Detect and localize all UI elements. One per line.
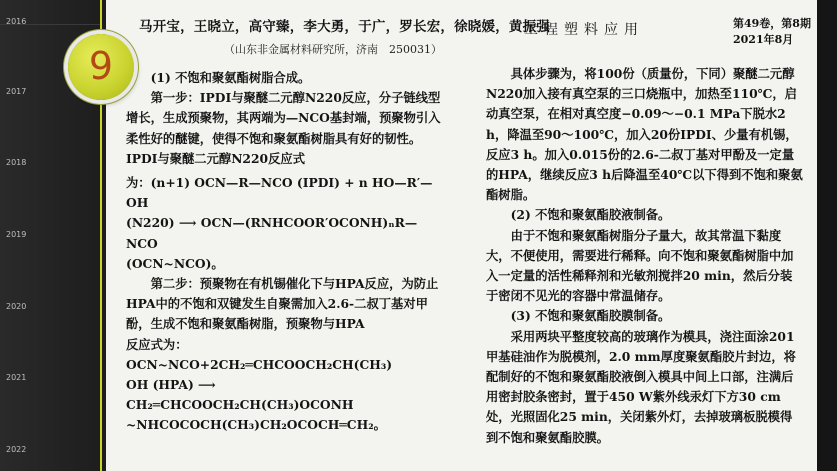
section-heading-2: (2) 不饱和聚氨酯胶液制备。	[510, 207, 671, 223]
equation1-line2: (N220) ⟶ OCN—(RNHCOOR′OCONH)ₙR—NCO	[126, 215, 418, 251]
step1-paragraph: 第一步：IPDI与聚醚二元醇N220反应，分子链线型增长，生成预聚物，其两端为—NCO基封端，预聚物引入柔性好的醚键，使得不饱和聚氨酯树脂具有好的韧性。IPDI与聚醚二元醇N220反应式	[126, 90, 441, 166]
timeline-year-2018[interactable]: 2018	[6, 158, 27, 167]
timeline-year-2019[interactable]: 2019	[6, 230, 27, 239]
volume-issue: 第49卷，第8期	[733, 17, 811, 30]
equation2-line3: ~NHCOCOCH(CH₃)CH₂OCOCH═CH₂。	[126, 417, 386, 433]
volume-info	[733, 16, 811, 48]
slide-number: 9	[88, 44, 114, 88]
timeline-year-2016[interactable]: 2016	[6, 17, 27, 26]
equation1-line1: 为：(n+1) OCN—R—NCO (IPDI) + n HO—R′—OH	[126, 175, 433, 211]
section-heading-3: (3) 不饱和聚氨酯胶膜制备。	[510, 308, 671, 324]
equation2-line1: 反应式为：OCN~NCO+2CH₂═CHCOOCH₂CH(CH₃)	[126, 336, 393, 372]
authors-line: 马开宝，王晓立，高守臻，李大勇，于广，罗长宏，徐晓媛，黄振强	[139, 19, 550, 35]
publication-date: 2021年8月	[733, 32, 794, 46]
procedure-paragraph: 具体步骤为，将100份（质量份，下同）聚醚二元醇N220加入接有真空泵的三口烧瓶中，加热至110℃，启动真空泵，在相对真空度−0.09～−0.1 MPa下脱水2 h，降温至90～100℃，加入20份IPDI、少量有机锡，反应3 h。加入0.015份的2.6-二叔丁基对甲酚及一定量的HPA，继续反应3 h后降温至40℃以下得到不饱和聚氨酯树脂。	[486, 66, 803, 203]
section-heading: (1) 不饱和聚氨酯树脂合成。	[150, 70, 311, 85]
equation1-line3: (OCN~NCO)。	[126, 255, 224, 271]
timeline-year-2020[interactable]: 2020	[6, 302, 27, 311]
equation2-line2: OH (HPA) ⟶ CH₂═CHCOOCH₂CH(CH₃)OCONH	[126, 377, 354, 413]
glue-prep-paragraph: 由于不饱和聚氨酯树脂分子量大，故其常温下黏度大，不便使用，需要进行稀释。向不饱和聚氨酯树脂中加入一定量的活性稀释剂和光敏剂搅拌20 min，然后分装于密闭不见光的容器中常温储存。	[486, 227, 794, 304]
slide-number-badge	[68, 34, 134, 100]
timeline-year-2022[interactable]: 2022	[6, 445, 27, 454]
timeline-year-2017[interactable]: 2017	[6, 87, 27, 96]
journal-title: 工程塑料应用	[524, 22, 644, 38]
left-column	[126, 68, 446, 436]
step2-paragraph: 第二步：预聚物在有机锡催化下与HPA反应，为防止HPA中的不饱和双键发生自聚需加入2.6-二叔丁基对甲酚，生成不饱和聚氨酯树脂，预聚物与HPA	[126, 276, 439, 332]
film-prep-paragraph: 采用两块平整度较高的玻璃作为模具，浇注面涂201甲基硅油作为脱模剂，2.0 mm厚度聚氨酯胶片封边，将配制好的不饱和聚氨酯胶液倒入模具中间上口部，注满后用密封胶条密封，置于450 W紫外线汞灯下方30 cm处，光照固化25 min，关闭紫外灯，去掉玻璃板脱模得到不饱和聚氨酯胶膜。	[486, 328, 796, 445]
page-edge	[817, 0, 837, 471]
affiliation: （山东非金属材料研究所，济南 250031）	[224, 43, 442, 56]
right-column	[486, 64, 804, 448]
timeline-year-2021[interactable]: 2021	[6, 373, 27, 382]
